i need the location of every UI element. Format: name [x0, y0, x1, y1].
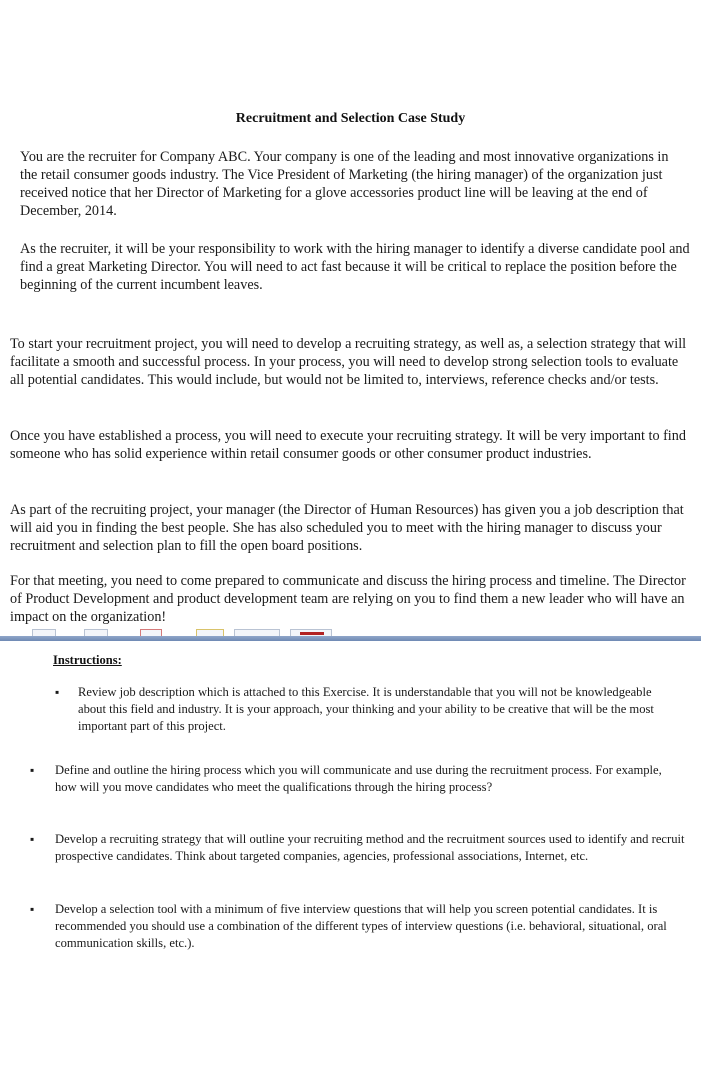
bullet-icon: ▪ [30, 763, 35, 777]
paragraph-recruiter-responsibility: As the recruiter, it will be your responsibility to work with the hiring manager to identify a diverse candidate pool and find a great Marketing Director. You will need to act fast because it will be critical to replace the position before the beginning of the current incumbent leaves. [20, 241, 690, 293]
paragraph-job-description: As part of the recruiting project, your manager (the Director of Human Resources) has given you a job description that will aid you in finding the best people. She has also scheduled you to meet with the hiring manager to discuss your recruitment and selection plan to fill the open board positions. [10, 502, 684, 554]
paragraph-intro: You are the recruiter for Company ABC. Your company is one of the leading and most innovative organizations in the retail consumer goods industry. The Vice President of Marketing (the hiring manager) of the organization just received notice that her Director of Marketing for a glove accessories product line will be leaving at the end of December, 2014. [20, 149, 669, 219]
bullet-icon: ▪ [30, 832, 35, 846]
paragraph-meeting: For that meeting, you need to come prepared to communicate and discuss the hiring process and timeline. The Director of Product Development and product development team are relying on you to find them a new leader who will have an impact on the organization! [10, 573, 686, 625]
instructions-heading: Instructions: [53, 653, 122, 667]
instruction-text: Define and outline the hiring process which you will communicate and use during the recruitment process. For example, how will you move candidates who meet the qualifications through the hiring process? [55, 763, 662, 794]
instruction-text: Develop a recruiting strategy that will outline your recruiting method and the recruitment sources used to identify and recruit prospective candidates. Think about targeted companies, agencies, professional associations, Internet, etc. [55, 832, 685, 863]
instruction-text: Review job description which is attached to this Exercise. It is understandable that you will not be knowledgeable about this field and industry. It is your approach, your thinking and your ability to be creative that will be the most important part of this project. [78, 685, 654, 733]
paragraph-execute-strategy: Once you have established a process, you will need to execute your recruiting strategy. It will be very important to find someone who has solid experience within retail consumer goods or other consumer product industries. [10, 428, 686, 462]
document-title: Recruitment and Selection Case Study [235, 111, 466, 126]
section-divider [0, 636, 701, 641]
bullet-icon: ▪ [30, 902, 35, 916]
bullet-icon: ▪ [55, 685, 60, 699]
instruction-text: Develop a selection tool with a minimum of five interview questions that will help you screen potential candidates. It is recommended you should use a combination of the different types of interview questions (i.e. behavioral, situational, oral communication skills, etc.). [55, 902, 667, 950]
toolbar-fragment-red-icon [300, 632, 324, 635]
paragraph-recruitment-project: To start your recruitment project, you will need to develop a recruiting strategy, as well as, a selection strategy that will facilitate a smooth and successful process. In your process, you will need to develop strong selection tools to evaluate all potential candidates. This would include, but would not be limited to, interviews, reference checks and/or tests. [10, 336, 687, 388]
